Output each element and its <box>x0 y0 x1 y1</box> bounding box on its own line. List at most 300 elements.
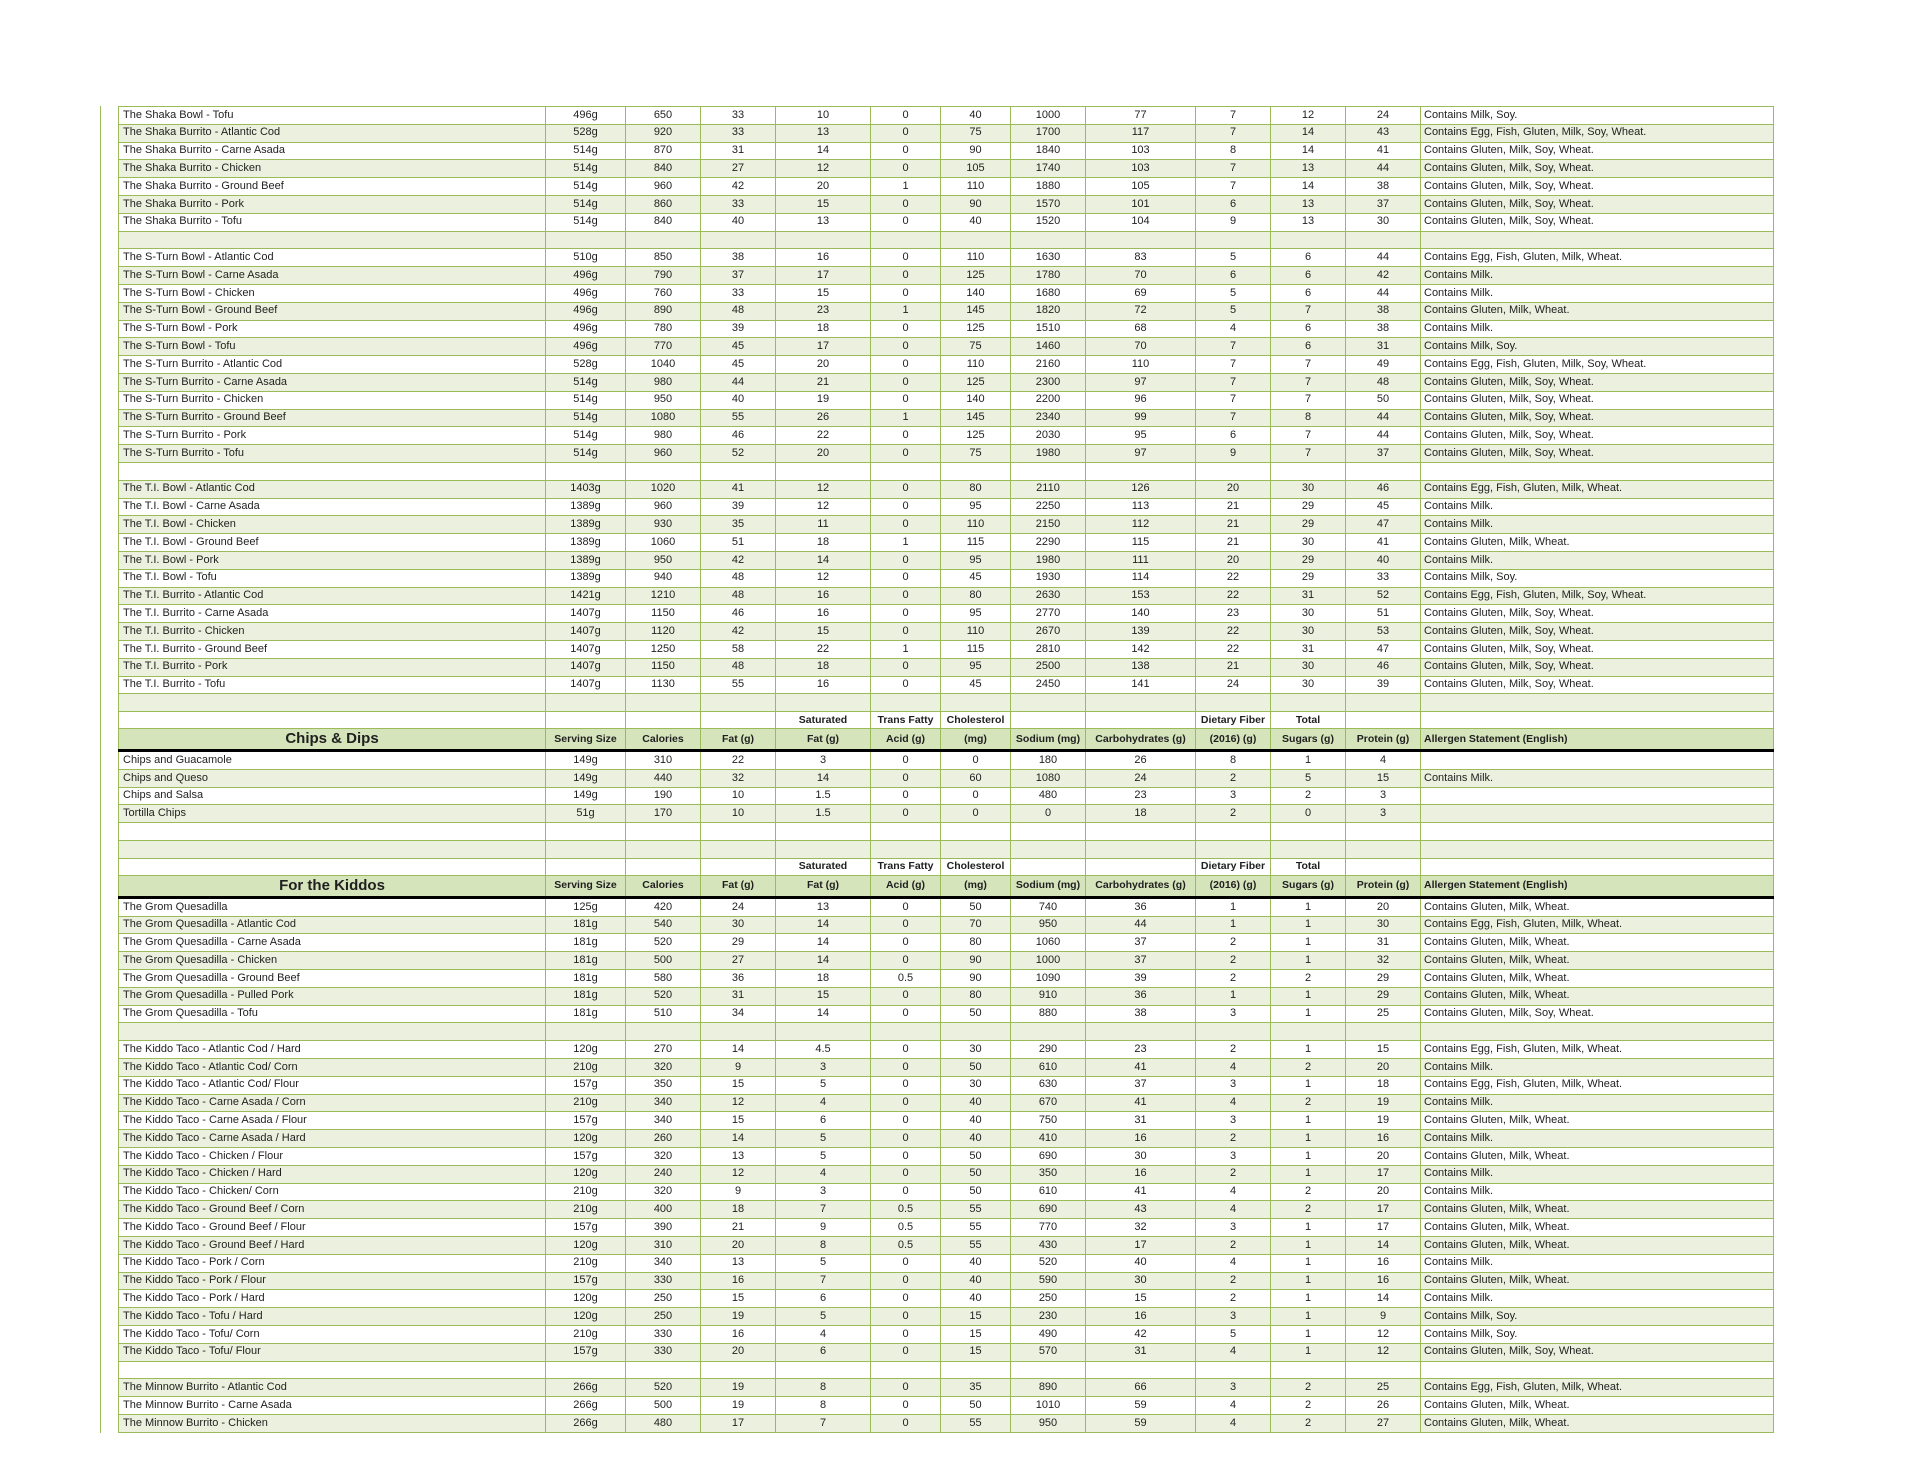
value-cell: 2 <box>1196 805 1271 823</box>
value-cell: 3 <box>1196 1379 1271 1397</box>
value-cell: 5 <box>1196 302 1271 320</box>
value-cell: 120g <box>546 1290 626 1308</box>
item-name-cell: The S-Turn Bowl - Chicken <box>119 284 546 302</box>
value-cell: 4 <box>1196 320 1271 338</box>
allergen-cell: Contains Milk, Soy. <box>1421 1308 1774 1326</box>
empty-cell <box>1421 462 1774 480</box>
value-cell: 210g <box>546 1326 626 1344</box>
value-cell: 31 <box>1271 587 1346 605</box>
table-row <box>101 1290 1774 1308</box>
value-cell: 16 <box>776 676 871 694</box>
value-cell: 13 <box>1271 195 1346 213</box>
empty-cell <box>1271 1361 1346 1379</box>
allergen-cell: Contains Milk. <box>1421 1059 1774 1077</box>
empty-cell <box>1011 462 1086 480</box>
item-name-cell: The T.I. Bowl - Ground Beef <box>119 534 546 552</box>
value-cell: 950 <box>626 551 701 569</box>
value-cell: 30 <box>1086 1272 1196 1290</box>
value-cell: 7 <box>1271 356 1346 374</box>
value-cell: 960 <box>626 498 701 516</box>
left-margin-cell <box>101 462 119 480</box>
value-cell: 35 <box>701 516 776 534</box>
value-cell: 0 <box>871 751 941 770</box>
value-cell: 23 <box>1086 787 1196 805</box>
table-row <box>101 249 1774 267</box>
value-cell: 104 <box>1086 213 1196 231</box>
value-cell: 860 <box>626 195 701 213</box>
value-cell: 2 <box>1271 1094 1346 1112</box>
value-cell: 24 <box>1196 676 1271 694</box>
value-cell: 1.5 <box>776 805 871 823</box>
empty-cell <box>1196 1023 1271 1041</box>
value-cell: 55 <box>941 1219 1011 1237</box>
value-cell: 6 <box>776 1343 871 1361</box>
value-cell: 880 <box>1011 1005 1086 1023</box>
value-cell: 29 <box>1271 498 1346 516</box>
allergen-cell: Contains Milk. <box>1421 551 1774 569</box>
value-cell: 10 <box>701 805 776 823</box>
empty-cell <box>626 694 701 712</box>
value-cell: 610 <box>1011 1183 1086 1201</box>
empty-cell <box>119 1023 546 1041</box>
value-cell: 9 <box>1196 213 1271 231</box>
subheader-cell: Total <box>1271 858 1346 875</box>
column-header-cell: Fat (g) <box>701 875 776 897</box>
value-cell: 145 <box>941 409 1011 427</box>
value-cell: 16 <box>1346 1254 1421 1272</box>
value-cell: 170 <box>626 805 701 823</box>
value-cell: 37 <box>1086 934 1196 952</box>
item-name-cell: The Kiddo Taco - Pork / Corn <box>119 1254 546 1272</box>
value-cell: 950 <box>1011 1414 1086 1432</box>
table-row <box>101 142 1774 160</box>
value-cell: 52 <box>701 445 776 463</box>
table-row <box>101 769 1774 787</box>
value-cell: 25 <box>1346 1005 1421 1023</box>
nutrition-table-body <box>101 107 1774 1433</box>
value-cell: 7 <box>776 1272 871 1290</box>
value-cell: 7 <box>1271 391 1346 409</box>
empty-cell <box>1271 694 1346 712</box>
subheader-cell <box>119 712 546 729</box>
allergen-cell: Contains Egg, Fish, Gluten, Milk, Soy, Wheat. <box>1421 356 1774 374</box>
empty-cell <box>1346 1023 1421 1041</box>
value-cell: 2 <box>1271 787 1346 805</box>
table-row <box>101 391 1774 409</box>
value-cell: 12 <box>1346 1326 1421 1344</box>
allergen-cell: Contains Gluten, Milk, Wheat. <box>1421 534 1774 552</box>
value-cell: 330 <box>626 1272 701 1290</box>
value-cell: 17 <box>701 1414 776 1432</box>
value-cell: 30 <box>1271 480 1346 498</box>
value-cell: 514g <box>546 391 626 409</box>
table-row <box>101 751 1774 770</box>
left-margin-cell <box>101 373 119 391</box>
allergen-cell: Contains Milk, Soy. <box>1421 107 1774 125</box>
allergen-cell: Contains Gluten, Milk, Soy, Wheat. <box>1421 391 1774 409</box>
value-cell: 41 <box>701 480 776 498</box>
value-cell: 18 <box>1346 1076 1421 1094</box>
value-cell: 5 <box>1196 1326 1271 1344</box>
value-cell: 1150 <box>626 605 701 623</box>
subheader-cell: Trans Fatty <box>871 858 941 875</box>
value-cell: 113 <box>1086 498 1196 516</box>
value-cell: 51 <box>1346 605 1421 623</box>
value-cell: 90 <box>941 195 1011 213</box>
value-cell: 1090 <box>1011 970 1086 988</box>
value-cell: 1 <box>1271 1326 1346 1344</box>
left-margin-cell <box>101 1237 119 1255</box>
value-cell: 3 <box>1346 805 1421 823</box>
empty-cell <box>626 462 701 480</box>
value-cell: 1 <box>1271 1290 1346 1308</box>
value-cell: 33 <box>1346 569 1421 587</box>
value-cell: 0 <box>871 320 941 338</box>
value-cell: 980 <box>626 427 701 445</box>
item-name-cell: The Grom Quesadilla - Carne Asada <box>119 934 546 952</box>
allergen-cell: Contains Gluten, Milk, Soy, Wheat. <box>1421 623 1774 641</box>
empty-cell <box>1346 1361 1421 1379</box>
allergen-cell: Contains Milk. <box>1421 1290 1774 1308</box>
left-margin-cell <box>101 427 119 445</box>
table-row <box>101 1005 1774 1023</box>
item-name-cell: The Kiddo Taco - Ground Beef / Flour <box>119 1219 546 1237</box>
value-cell: 18 <box>701 1201 776 1219</box>
table-row <box>101 916 1774 934</box>
allergen-cell: Contains Gluten, Milk, Wheat. <box>1421 897 1774 916</box>
value-cell: 24 <box>1086 769 1196 787</box>
value-cell: 1389g <box>546 569 626 587</box>
value-cell: 520 <box>626 934 701 952</box>
value-cell: 190 <box>626 787 701 805</box>
value-cell: 1 <box>1271 1130 1346 1148</box>
value-cell: 6 <box>776 1112 871 1130</box>
value-cell: 480 <box>1011 787 1086 805</box>
value-cell: 510 <box>626 1005 701 1023</box>
value-cell: 29 <box>1271 551 1346 569</box>
value-cell: 1 <box>1196 916 1271 934</box>
allergen-cell: Contains Gluten, Milk, Wheat. <box>1421 1414 1774 1432</box>
empty-cell <box>1086 841 1196 859</box>
allergen-cell: Contains Egg, Fish, Gluten, Milk, Soy, Wheat. <box>1421 587 1774 605</box>
empty-cell <box>941 694 1011 712</box>
value-cell: 44 <box>1346 427 1421 445</box>
left-margin-cell <box>101 1379 119 1397</box>
allergen-cell: Contains Gluten, Milk, Wheat. <box>1421 970 1774 988</box>
value-cell: 210g <box>546 1059 626 1077</box>
value-cell: 0 <box>871 338 941 356</box>
value-cell: 105 <box>941 160 1011 178</box>
value-cell: 3 <box>1196 1308 1271 1326</box>
left-margin-cell <box>101 124 119 142</box>
value-cell: 21 <box>701 1219 776 1237</box>
empty-cell <box>1196 1361 1271 1379</box>
empty-cell <box>1196 231 1271 249</box>
item-name-cell: The Shaka Bowl - Tofu <box>119 107 546 125</box>
value-cell: 149g <box>546 769 626 787</box>
value-cell: 31 <box>1346 338 1421 356</box>
empty-cell <box>871 694 941 712</box>
value-cell: 8 <box>776 1397 871 1415</box>
left-margin-cell <box>101 1076 119 1094</box>
subheader-cell <box>1011 858 1086 875</box>
value-cell: 17 <box>1346 1201 1421 1219</box>
value-cell: 4 <box>776 1165 871 1183</box>
value-cell: 3 <box>1196 1219 1271 1237</box>
table-row <box>101 787 1774 805</box>
value-cell: 14 <box>701 1041 776 1059</box>
value-cell: 6 <box>1196 267 1271 285</box>
value-cell: 5 <box>776 1254 871 1272</box>
value-cell: 840 <box>626 213 701 231</box>
value-cell: 496g <box>546 320 626 338</box>
value-cell: 1150 <box>626 658 701 676</box>
value-cell: 21 <box>1196 498 1271 516</box>
value-cell: 51g <box>546 805 626 823</box>
value-cell: 72 <box>1086 302 1196 320</box>
value-cell: 0 <box>871 445 941 463</box>
value-cell: 18 <box>776 534 871 552</box>
left-margin-cell <box>101 284 119 302</box>
value-cell: 480 <box>626 1414 701 1432</box>
allergen-cell: Contains Gluten, Milk, Wheat. <box>1421 1112 1774 1130</box>
value-cell: 3 <box>1196 1005 1271 1023</box>
value-cell: 141 <box>1086 676 1196 694</box>
value-cell: 31 <box>1271 640 1346 658</box>
value-cell: 3 <box>1346 787 1421 805</box>
allergen-cell: Contains Egg, Fish, Gluten, Milk, Wheat. <box>1421 1076 1774 1094</box>
value-cell: 8 <box>1271 409 1346 427</box>
item-name-cell: The Shaka Burrito - Pork <box>119 195 546 213</box>
value-cell: 15 <box>776 987 871 1005</box>
value-cell: 320 <box>626 1059 701 1077</box>
value-cell: 6 <box>1271 320 1346 338</box>
value-cell: 496g <box>546 302 626 320</box>
value-cell: 20 <box>776 178 871 196</box>
value-cell: 30 <box>1086 1148 1196 1166</box>
allergen-cell: Contains Milk. <box>1421 267 1774 285</box>
value-cell: 2030 <box>1011 427 1086 445</box>
value-cell: 6 <box>776 1290 871 1308</box>
table-row <box>101 1326 1774 1344</box>
value-cell: 740 <box>1011 897 1086 916</box>
spacer-row <box>101 1361 1774 1379</box>
item-name-cell: The Grom Quesadilla - Chicken <box>119 952 546 970</box>
left-margin-cell <box>101 267 119 285</box>
value-cell: 43 <box>1086 1201 1196 1219</box>
empty-cell <box>1011 841 1086 859</box>
value-cell: 157g <box>546 1148 626 1166</box>
value-cell: 528g <box>546 124 626 142</box>
empty-cell <box>871 1023 941 1041</box>
value-cell: 520 <box>1011 1254 1086 1272</box>
value-cell: 15 <box>941 1326 1011 1344</box>
table-row <box>101 1130 1774 1148</box>
item-name-cell: The T.I. Bowl - Atlantic Cod <box>119 480 546 498</box>
value-cell: 110 <box>941 249 1011 267</box>
table-row <box>101 1272 1774 1290</box>
value-cell: 27 <box>701 160 776 178</box>
value-cell: 1520 <box>1011 213 1086 231</box>
left-margin-cell <box>101 445 119 463</box>
value-cell: 30 <box>941 1041 1011 1059</box>
value-cell: 690 <box>1011 1201 1086 1219</box>
value-cell: 20 <box>1346 1148 1421 1166</box>
value-cell: 0 <box>871 1041 941 1059</box>
value-cell: 21 <box>776 373 871 391</box>
item-name-cell: The Kiddo Taco - Tofu/ Corn <box>119 1326 546 1344</box>
value-cell: 53 <box>1346 623 1421 641</box>
value-cell: 514g <box>546 213 626 231</box>
empty-cell <box>871 1361 941 1379</box>
value-cell: 1820 <box>1011 302 1086 320</box>
empty-cell <box>626 841 701 859</box>
value-cell: 21 <box>1196 516 1271 534</box>
value-cell: 2340 <box>1011 409 1086 427</box>
value-cell: 55 <box>701 409 776 427</box>
spacer-row <box>101 1023 1774 1041</box>
value-cell: 180 <box>1011 751 1086 770</box>
value-cell: 66 <box>1086 1379 1196 1397</box>
item-name-cell: The Kiddo Taco - Atlantic Cod / Hard <box>119 1041 546 1059</box>
value-cell: 181g <box>546 916 626 934</box>
value-cell: 45 <box>701 338 776 356</box>
value-cell: 16 <box>1086 1165 1196 1183</box>
value-cell: 111 <box>1086 551 1196 569</box>
value-cell: 210g <box>546 1183 626 1201</box>
column-header-cell: Fat (g) <box>776 875 871 897</box>
allergen-cell: Contains Gluten, Milk, Wheat. <box>1421 1397 1774 1415</box>
table-row <box>101 284 1774 302</box>
empty-cell <box>1271 1023 1346 1041</box>
item-name-cell: The Kiddo Taco - Tofu/ Flour <box>119 1343 546 1361</box>
value-cell: 17 <box>776 338 871 356</box>
value-cell: 23 <box>1086 1041 1196 1059</box>
value-cell: 2110 <box>1011 480 1086 498</box>
value-cell: 5 <box>776 1076 871 1094</box>
value-cell: 3 <box>1196 1148 1271 1166</box>
table-row <box>101 658 1774 676</box>
value-cell: 30 <box>1346 213 1421 231</box>
value-cell: 0 <box>871 1272 941 1290</box>
table-row <box>101 805 1774 823</box>
value-cell: 153 <box>1086 587 1196 605</box>
value-cell: 90 <box>941 970 1011 988</box>
empty-cell <box>1421 231 1774 249</box>
item-name-cell: The T.I. Burrito - Pork <box>119 658 546 676</box>
item-name-cell: The Kiddo Taco - Carne Asada / Hard <box>119 1130 546 1148</box>
value-cell: 690 <box>1011 1148 1086 1166</box>
column-header-cell: Protein (g) <box>1346 875 1421 897</box>
value-cell: 41 <box>1346 534 1421 552</box>
subheader-row <box>101 712 1774 729</box>
empty-cell <box>119 694 546 712</box>
column-header-cell: Fat (g) <box>701 729 776 751</box>
left-margin-cell <box>101 142 119 160</box>
left-margin-cell <box>101 934 119 952</box>
left-margin-cell <box>101 1414 119 1432</box>
left-margin-cell <box>101 858 119 875</box>
value-cell: 15 <box>1346 1041 1421 1059</box>
value-cell: 0 <box>871 1290 941 1308</box>
empty-cell <box>546 231 626 249</box>
left-margin-cell <box>101 1023 119 1041</box>
value-cell: 10 <box>776 107 871 125</box>
value-cell: 2670 <box>1011 623 1086 641</box>
value-cell: 760 <box>626 284 701 302</box>
empty-cell <box>119 841 546 859</box>
table-row <box>101 178 1774 196</box>
value-cell: 16 <box>1086 1130 1196 1148</box>
item-name-cell: The Kiddo Taco - Chicken / Hard <box>119 1165 546 1183</box>
value-cell: 46 <box>1346 658 1421 676</box>
value-cell: 1 <box>1271 1254 1346 1272</box>
value-cell: 1407g <box>546 623 626 641</box>
value-cell: 1 <box>1271 1165 1346 1183</box>
value-cell: 2300 <box>1011 373 1086 391</box>
item-name-cell: The S-Turn Burrito - Atlantic Cod <box>119 356 546 374</box>
value-cell: 50 <box>941 1059 1011 1077</box>
value-cell: 37 <box>1086 952 1196 970</box>
value-cell: 52 <box>1346 587 1421 605</box>
value-cell: 48 <box>701 658 776 676</box>
value-cell: 19 <box>1346 1094 1421 1112</box>
value-cell: 22 <box>776 427 871 445</box>
value-cell: 36 <box>1086 987 1196 1005</box>
value-cell: 6 <box>1196 195 1271 213</box>
value-cell: 1250 <box>626 640 701 658</box>
value-cell: 110 <box>941 178 1011 196</box>
value-cell: 0 <box>871 1379 941 1397</box>
table-row <box>101 302 1774 320</box>
allergen-cell: Contains Gluten, Milk, Wheat. <box>1421 1272 1774 1290</box>
value-cell: 1570 <box>1011 195 1086 213</box>
value-cell: 4 <box>776 1094 871 1112</box>
value-cell: 7 <box>1196 107 1271 125</box>
value-cell: 16 <box>701 1272 776 1290</box>
value-cell: 16 <box>776 249 871 267</box>
value-cell: 7 <box>1196 409 1271 427</box>
value-cell: 514g <box>546 373 626 391</box>
value-cell: 138 <box>1086 658 1196 676</box>
left-margin-cell <box>101 551 119 569</box>
value-cell: 1407g <box>546 605 626 623</box>
value-cell: 12 <box>776 160 871 178</box>
allergen-cell: Contains Milk. <box>1421 1130 1774 1148</box>
value-cell: 145 <box>941 302 1011 320</box>
spacer-row <box>101 841 1774 859</box>
value-cell: 1 <box>1271 897 1346 916</box>
empty-cell <box>1011 1361 1086 1379</box>
allergen-cell: Contains Gluten, Milk, Soy, Wheat. <box>1421 195 1774 213</box>
subheader-cell: Cholesterol <box>941 858 1011 875</box>
value-cell: 3 <box>1196 1112 1271 1130</box>
empty-cell <box>626 1023 701 1041</box>
empty-cell <box>941 462 1011 480</box>
empty-cell <box>941 1361 1011 1379</box>
left-margin-cell <box>101 1308 119 1326</box>
value-cell: 2 <box>1196 1237 1271 1255</box>
item-name-cell: The T.I. Burrito - Ground Beef <box>119 640 546 658</box>
value-cell: 570 <box>1011 1343 1086 1361</box>
empty-cell <box>871 823 941 841</box>
item-name-cell: Chips and Guacamole <box>119 751 546 770</box>
left-margin-cell <box>101 480 119 498</box>
value-cell: 125 <box>941 427 1011 445</box>
value-cell: 45 <box>941 569 1011 587</box>
value-cell: 0 <box>871 1326 941 1344</box>
value-cell: 0 <box>1271 805 1346 823</box>
